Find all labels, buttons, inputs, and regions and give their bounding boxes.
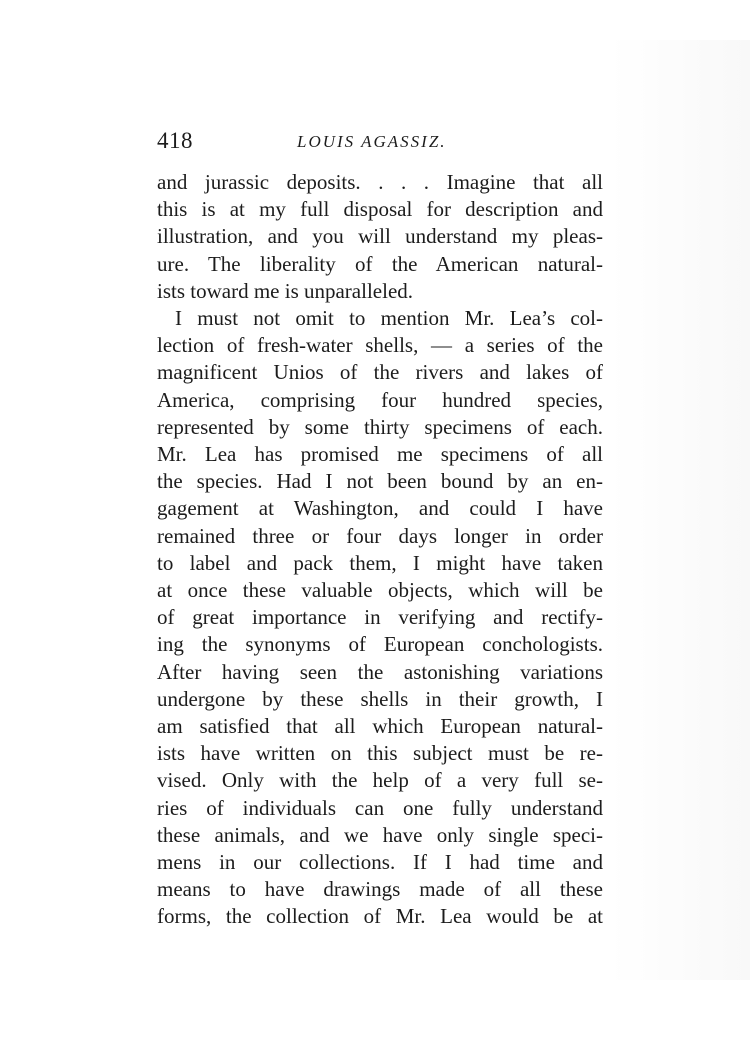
text-line: ure. The liberality of the American natural- bbox=[157, 251, 603, 276]
body-text bbox=[157, 169, 603, 931]
text-line: I must not omit to mention Mr. Lea’s col- bbox=[175, 306, 603, 331]
text-line: vised. Only with the help of a very full se- bbox=[157, 768, 603, 793]
page-edge-shading bbox=[610, 40, 750, 980]
text-line: and jurassic deposits. . . . Imagine that all bbox=[157, 170, 603, 194]
text-line: means to have drawings made of all these bbox=[157, 877, 603, 902]
text-line: of great importance in verifying and rectify- bbox=[157, 605, 603, 630]
text-line: mens in our collections. If I had time and bbox=[157, 850, 603, 875]
text-line: ists toward me is unparalleled. bbox=[157, 278, 414, 303]
text-line: After having seen the astonishing variations bbox=[157, 659, 603, 684]
text-line: represented by some thirty specimens of each. bbox=[157, 414, 603, 439]
text-line: ists have written on this subject must be re- bbox=[157, 741, 603, 766]
text-line: to label and pack them, I might have taken bbox=[157, 550, 603, 575]
text-line: forms, the collection of Mr. Lea would be at bbox=[157, 904, 603, 929]
text-line: remained three or four days longer in order bbox=[157, 523, 603, 548]
text-line: undergone by these shells in their growth, I bbox=[157, 686, 603, 711]
text-line: these animals, and we have only single speci- bbox=[157, 822, 603, 847]
paragraph-1 bbox=[157, 169, 603, 305]
text-line: this is at my full disposal for description and bbox=[157, 197, 603, 222]
text-line: gagement at Washington, and could I have bbox=[157, 496, 603, 521]
page-number: 418 bbox=[157, 128, 193, 153]
text-line: illustration, and you will understand my pleas- bbox=[157, 224, 603, 249]
text-line: am satisfied that all which European natural- bbox=[157, 714, 603, 739]
text-line: Mr. Lea has promised me specimens of all bbox=[157, 442, 603, 467]
text-line: ing the synonyms of European conchologists. bbox=[157, 632, 603, 657]
page-header bbox=[157, 128, 607, 162]
text-line: at once these valuable objects, which will be bbox=[157, 578, 603, 603]
paragraph-2 bbox=[157, 305, 603, 931]
text-line: America, comprising four hundred species, bbox=[157, 387, 603, 412]
text-line: magnificent Unios of the rivers and lakes of bbox=[157, 360, 603, 385]
text-line: the species. Had I not been bound by an en- bbox=[157, 469, 603, 494]
running-head: LOUIS AGASSIZ. bbox=[297, 132, 447, 151]
text-line: lection of fresh-water shells, — a series of the bbox=[157, 333, 603, 358]
text-line: ries of individuals can one fully understand bbox=[157, 795, 603, 820]
